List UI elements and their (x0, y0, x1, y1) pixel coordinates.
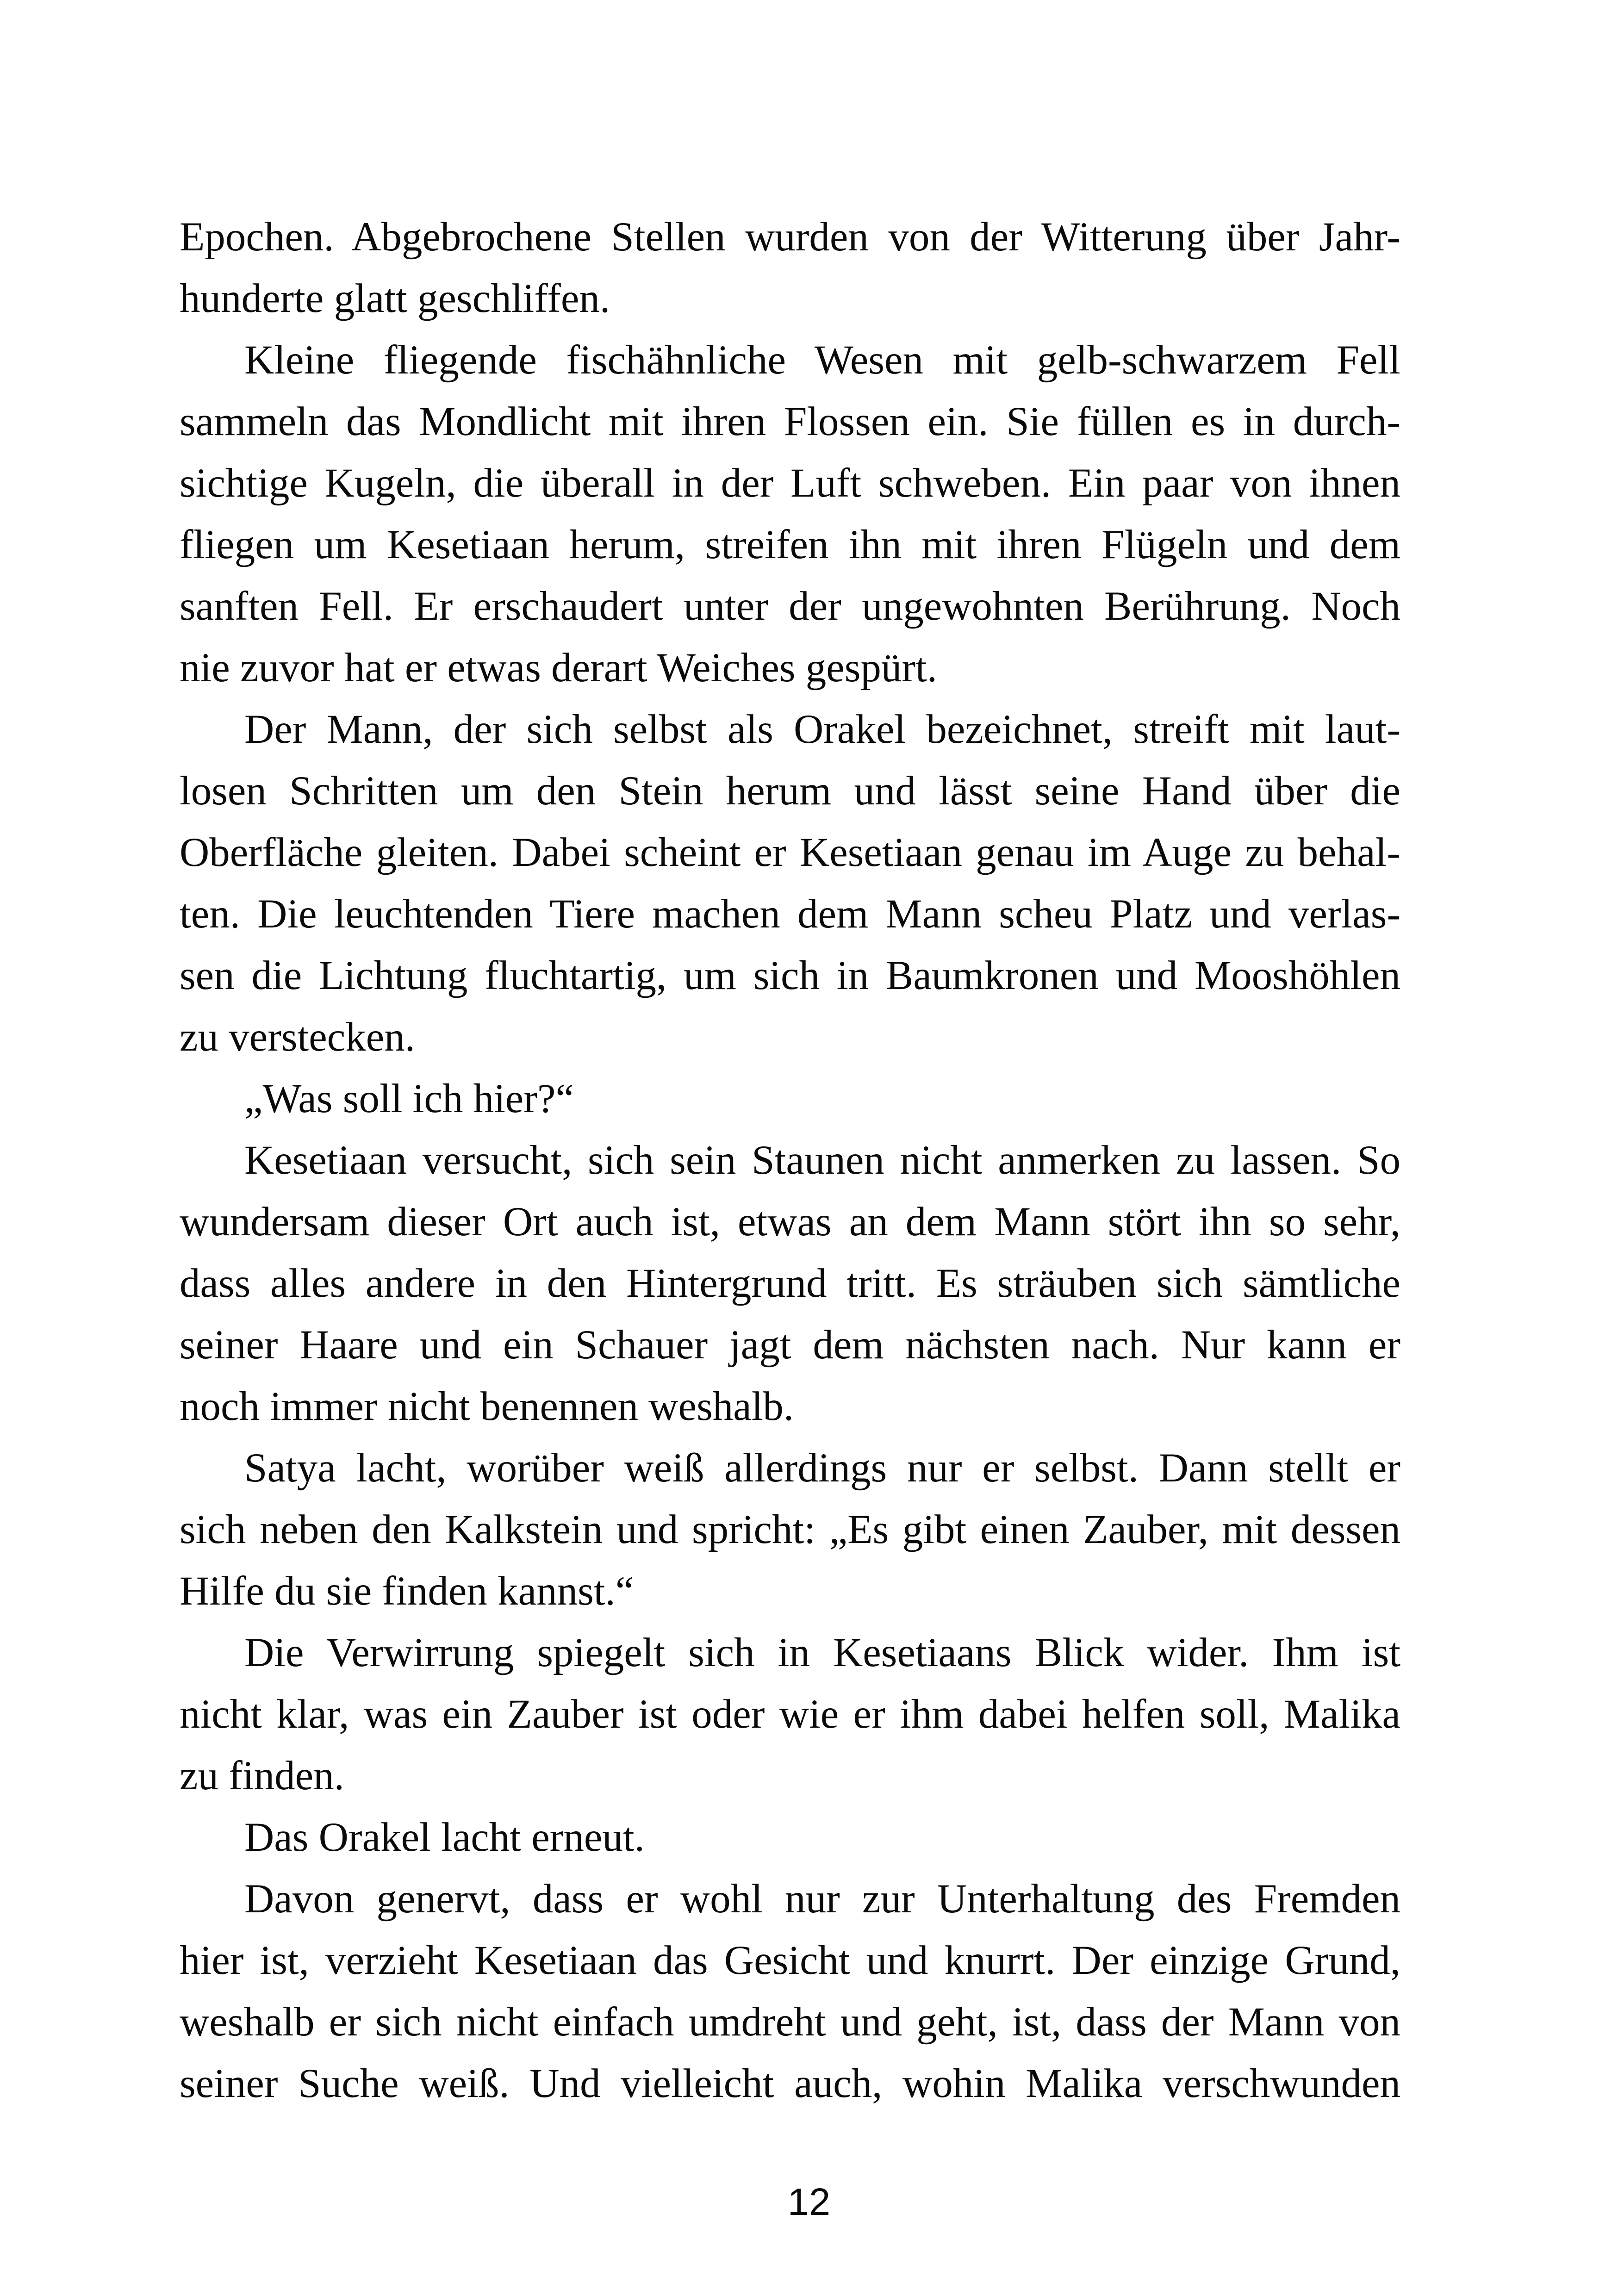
text-line: Davon genervt, dass er wohl nur zur Unterhaltung des Fremden (244, 1876, 1400, 1922)
text-line: Oberfläche gleiten. Dabei scheint er Kesetiaan genau im Auge zu behal- (180, 830, 1400, 875)
text-block (180, 206, 1400, 2115)
text-line: Satya lacht, worüber weiß allerdings nur er selbst. Dann stellt er (244, 1445, 1400, 1491)
text-line: wundersam dieser Ort auch ist, etwas an dem Mann stört ihn so sehr, (180, 1199, 1400, 1244)
text-line: zu verstecken. (180, 1014, 416, 1060)
text-line: Hilfe du sie finden kannst.“ (180, 1568, 634, 1614)
text-line: seiner Haare und ein Schauer jagt dem nächsten nach. Nur kann er (180, 1322, 1400, 1368)
text-line: dass alles andere in den Hintergrund tritt. Es sträuben sich sämtliche (180, 1261, 1400, 1306)
text-line: hunderte glatt geschliffen. (180, 276, 610, 321)
text-line: Die Verwirrung spiegelt sich in Kesetiaans Blick wider. Ihm ist (244, 1630, 1400, 1675)
text-line: sich neben den Kalkstein und spricht: „Es gibt einen Zauber, mit dessen (180, 1507, 1400, 1552)
text-line: losen Schritten um den Stein herum und lässt seine Hand über die (180, 768, 1400, 814)
text-line: sammeln das Mondlicht mit ihren Flossen ein. Sie füllen es in durch- (180, 399, 1400, 444)
text-line: hier ist, verzieht Kesetiaan das Gesicht und knurrt. Der einzige Grund, (180, 1938, 1400, 1983)
text-line: seiner Suche weiß. Und vielleicht auch, wohin Malika verschwunden (180, 2061, 1400, 2106)
text-line: fliegen um Kesetiaan herum, streifen ihn mit ihren Flügeln und dem (180, 522, 1400, 567)
text-line: nie zuvor hat er etwas derart Weiches gespürt. (180, 645, 938, 691)
text-line: noch immer nicht benennen weshalb. (180, 1384, 794, 1429)
text-line: sanften Fell. Er erschaudert unter der ungewohnten Berührung. Noch (180, 584, 1400, 629)
text-line: „Was soll ich hier?“ (244, 1076, 574, 1121)
page-number: 12 (787, 2180, 831, 2223)
text-line: Kleine fliegende fischähnliche Wesen mit gelb-schwarzem Fell (244, 337, 1400, 383)
text-line: ten. Die leuchtenden Tiere machen dem Mann scheu Platz und verlas- (180, 891, 1400, 937)
text-line: Epochen. Abgebrochene Stellen wurden von der Witterung über Jahr- (180, 214, 1400, 260)
text-line: nicht klar, was ein Zauber ist oder wie er ihm dabei helfen soll, Malika (180, 1692, 1400, 1737)
text-line: sichtige Kugeln, die überall in der Luft schweben. Ein paar von ihnen (180, 460, 1400, 506)
text-line: Kesetiaan versucht, sich sein Staunen nicht anmerken zu lassen. So (244, 1138, 1400, 1183)
text-line: Der Mann, der sich selbst als Orakel bezeichnet, streift mit laut- (244, 707, 1400, 752)
text-line: zu finden. (180, 1753, 344, 1798)
text-line: sen die Lichtung fluchtartig, um sich in Baumkronen und Mooshöhlen (180, 953, 1400, 998)
text-line: weshalb er sich nicht einfach umdreht und geht, ist, dass der Mann von (180, 1999, 1400, 2045)
text-line: Das Orakel lacht erneut. (244, 1815, 645, 1860)
